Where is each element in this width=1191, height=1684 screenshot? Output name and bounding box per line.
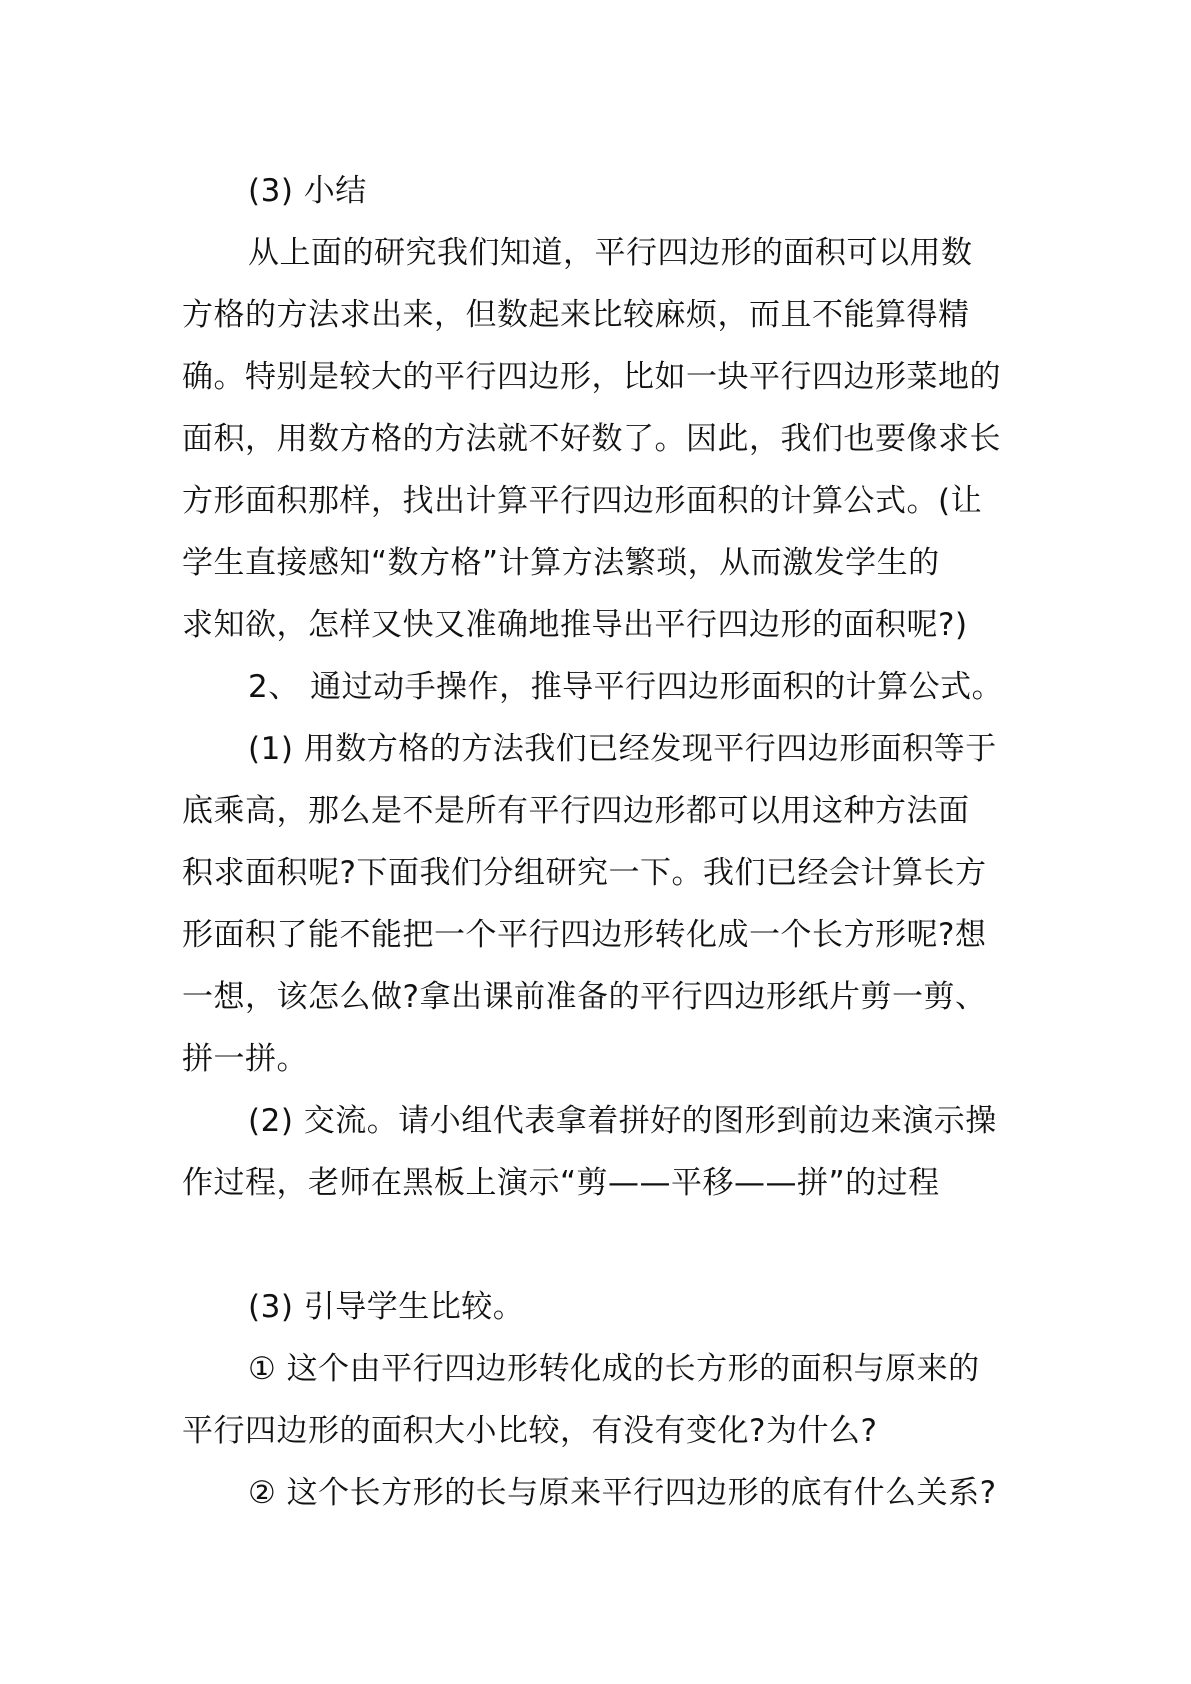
- paragraph-line: 求知欲，怎样又快又准确地推导出平行四边形的面积呢?): [182, 607, 968, 643]
- list-item: ① 这个由平行四边形转化成的长方形的面积与原来的: [248, 1351, 980, 1387]
- paragraph-line: (3) 引导学生比较。: [248, 1289, 525, 1325]
- section-heading-2: 2、 通过动手操作，推导平行四边形面积的计算公式。: [248, 669, 1004, 705]
- paragraph-line: 确。特别是较大的平行四边形，比如一块平行四边形菜地的: [182, 359, 1001, 395]
- paragraph-line: 方形面积那样，找出计算平行四边形面积的计算公式。(让: [182, 483, 983, 519]
- paragraph-line: 平行四边形的面积大小比较，有没有变化?为什么?: [182, 1413, 878, 1449]
- paragraph-line: 形面积了能不能把一个平行四边形转化成一个长方形呢?想: [182, 917, 987, 953]
- list-item: ② 这个长方形的长与原来平行四边形的底有什么关系?: [248, 1475, 997, 1511]
- paragraph-line: (2) 交流。请小组代表拿着拼好的图形到前边来演示操: [248, 1103, 997, 1139]
- body-text: [182, 160, 1010, 1524]
- paragraph-line: 面积，用数方格的方法就不好数了。因此，我们也要像求长: [182, 421, 1001, 457]
- paragraph-line: 积求面积呢?下面我们分组研究一下。我们已经会计算长方: [182, 855, 987, 891]
- paragraph-line: 学生直接感知“数方格”计算方法繁琐，从而激发学生的: [182, 545, 940, 581]
- paragraph-line: 拼一拼。: [182, 1041, 308, 1077]
- paragraph-line: (1) 用数方格的方法我们已经发现平行四边形面积等于: [248, 731, 997, 767]
- paragraph-line: 从上面的研究我们知道，平行四边形的面积可以用数: [248, 235, 973, 271]
- paragraph-line: 一想，该怎么做?拿出课前准备的平行四边形纸片剪一剪、: [182, 979, 987, 1015]
- paragraph-line: 底乘高，那么是不是所有平行四边形都可以用这种方法面: [182, 793, 970, 829]
- blank-line: [182, 1214, 1010, 1276]
- paragraph-line: 作过程，老师在黑板上演示“剪——平移——拼”的过程: [182, 1165, 940, 1201]
- paragraph-line: 方格的方法求出来，但数起来比较麻烦，而且不能算得精: [182, 297, 970, 333]
- heading-summary: (3) 小结: [248, 173, 367, 209]
